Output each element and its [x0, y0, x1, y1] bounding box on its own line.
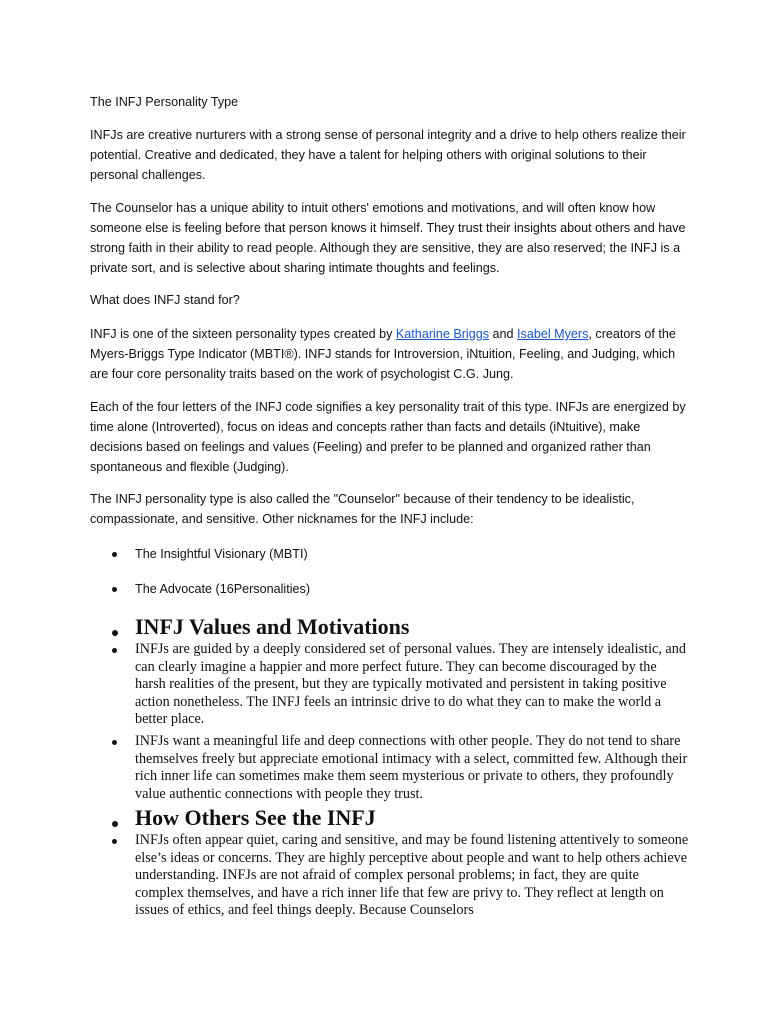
subheading-what-does-infj-stand-for: What does INFJ stand for?: [90, 293, 240, 307]
bullet-icon: [112, 642, 126, 660]
paragraph-nicknames-intro: The INFJ personality type is also called the "Counselor" because of their tendency to be idealistic, compassionate, and sensitive. Other nicknames for the INFJ include:: [90, 492, 635, 526]
paragraph-counselor: The Counselor has a unique ability to intuit others' emotions and motivations, and will often know how someone else is feeling before that person knows it himself. They trust their insights about others and have strong faith in their ability to read people. Although they are sensitive, they are also reserved; the INFJ is a private sort, and is selective about sharing intimate thoughts and feelings.: [90, 201, 686, 275]
definition-text-start: INFJ is one of the sixteen personality types created by: [90, 327, 396, 341]
definition-text-end: , creators of the Myers-Briggs Type Indicator (MBTI®). INFJ stands for Introversion, iNtuition, Feeling, and Judging, which are four core personality traits based on the work of psychologist C.G. Jung.: [90, 327, 676, 381]
bullet-icon: [112, 579, 126, 599]
section-heading-how-others-see: [112, 805, 692, 831]
bullet-icon: [112, 815, 126, 833]
katharine-briggs-link[interactable]: Katharine Briggs: [395, 327, 490, 341]
list-item-values-1: [112, 641, 692, 729]
document-title: The INFJ Personality Type: [90, 95, 239, 109]
section-heading-text: How Others See the INFJ: [135, 805, 376, 830]
list-item-nickname-1: [112, 544, 692, 564]
paragraph-four-letters: Each of the four letters of the INFJ code signifies a key personality trait of this type. INFJs are energized by time alone (Introverted), focus on ideas and concepts rather than facts and details (iNtuitive), make decisions based on feelings and values (Feeling) and prefer to be planned and organized rather than spontaneous and flexible (Judging).: [90, 400, 686, 474]
nickname-text: The Advocate (16Personalities): [135, 582, 311, 596]
paragraph-intro: INFJs are creative nurturers with a strong sense of personal integrity and a drive to help others realize their potential. Creative and dedicated, they have a talent for helping others with original solutions to their personal challenges.: [90, 128, 686, 182]
bullet-icon: [112, 624, 126, 642]
bullet-icon: [112, 833, 126, 851]
paragraph-infj-definition: [90, 324, 690, 384]
bullet-icon: [112, 734, 126, 752]
list-item-text: INFJs want a meaningful life and deep connections with other people. They do not tend to share themselves freely but appreciate emotional intimacy with a select, committed few. Although their rich inner life can sometimes make them seem mysterious or private to others, they profoundly value authentic connections with people they trust.: [135, 733, 688, 802]
bullet-icon: [112, 544, 126, 564]
isabel-myers-link[interactable]: Isabel Myers: [517, 327, 589, 341]
section-heading-values-motivations: [112, 614, 692, 640]
list-item-text: INFJs are guided by a deeply considered set of personal values. They are intensely idealistic, and can clearly imagine a happier and more perfect future. They can become discouraged by the harsh realities of the present, but they are typically motivated and persistent in taking positive action nonetheless. The INFJ feels an intrinsic drive to do what they can to make the world a better place.: [135, 641, 686, 727]
list-item-others-see-1: [112, 832, 692, 922]
list-item-nickname-2: [112, 579, 692, 599]
list-item-text: INFJs often appear quiet, caring and sensitive, and may be found listening attentively to someone else’s ideas or concerns. They are highly perceptive about people and want to help others achieve understanding. INFJs are not afraid of complex personal problems; in fact, they are quite complex themselves, and have a rich inner life that few are privy to. They reflect at length on issues of ethics, and feel things deeply. Because Counselors: [135, 832, 689, 918]
nickname-text: The Insightful Visionary (MBTI): [135, 547, 308, 561]
definition-text-and: and: [489, 327, 518, 341]
section-heading-text: INFJ Values and Motivations: [135, 614, 410, 639]
list-item-values-2: [112, 733, 692, 803]
